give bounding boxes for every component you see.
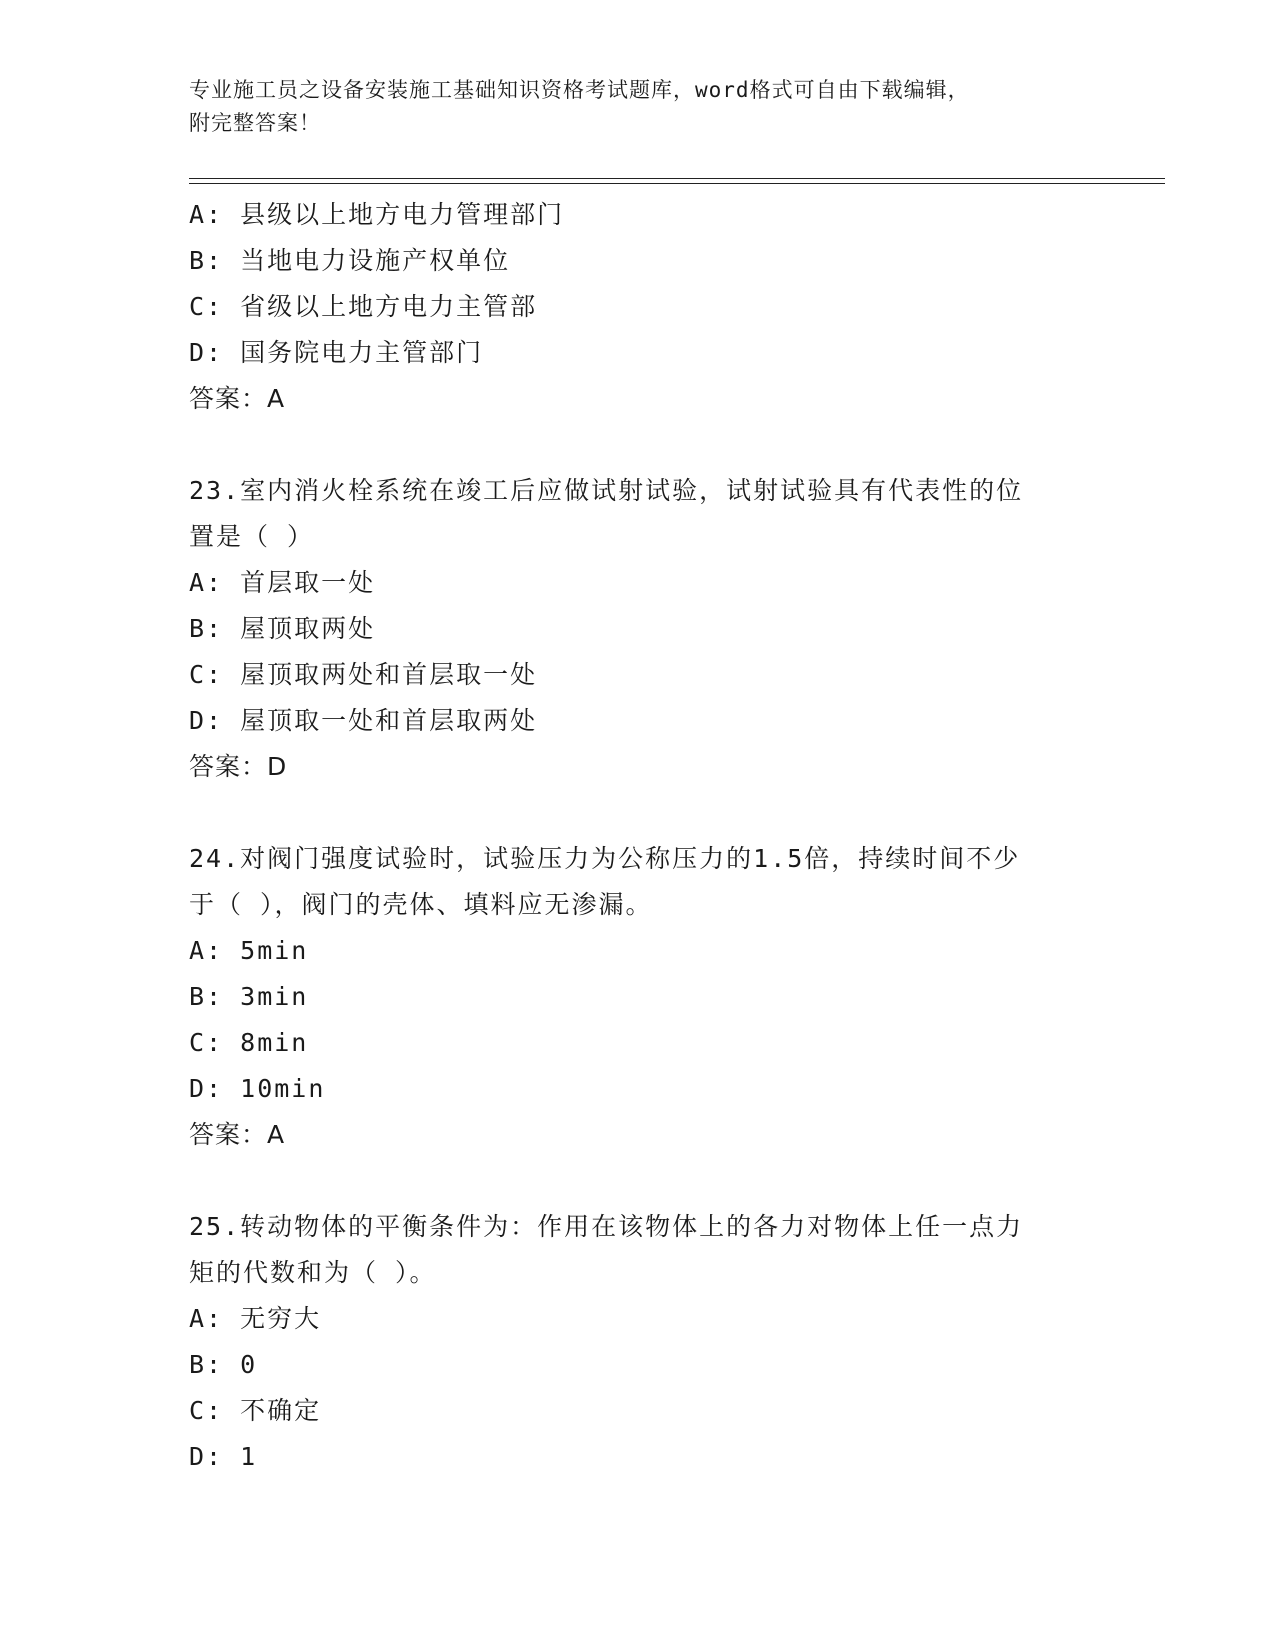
answer-line: 答案：A	[189, 384, 286, 413]
question-stem-line-1: 25.转动物体的平衡条件为：作用在该物体上的各力对物体上任一点力	[189, 1212, 1024, 1241]
question-stem-line-1: 24.对阀门强度试验时，试验压力为公称压力的1.5倍，持续时间不少	[189, 844, 1021, 873]
option-b: B: 当地电力设施产权单位	[189, 246, 511, 275]
option-c: C: 省级以上地方电力主管部	[189, 292, 538, 321]
document-header	[189, 74, 1089, 140]
question-24	[189, 836, 1089, 1158]
header-divider-top	[189, 178, 1165, 179]
option-d: D: 10min	[189, 1074, 326, 1103]
option-a: A: 县级以上地方电力管理部门	[189, 200, 565, 229]
option-b: B: 3min	[189, 982, 309, 1011]
option-b: B: 0	[189, 1350, 258, 1379]
answer-line: 答案：A	[189, 1120, 286, 1149]
spacer	[189, 790, 1089, 836]
option-d: D: 国务院电力主管部门	[189, 338, 484, 367]
question-25	[189, 1204, 1089, 1480]
option-c: C: 不确定	[189, 1396, 322, 1425]
header-divider-bottom	[189, 183, 1165, 184]
question-stem-line-2: 于（ ），阀门的壳体、填料应无渗漏。	[189, 890, 653, 919]
option-a: A: 5min	[189, 936, 309, 965]
option-d: D: 1	[189, 1442, 258, 1471]
option-b: B: 屋顶取两处	[189, 614, 376, 643]
header-line-1: 专业施工员之设备安装施工基础知识资格考试题库，word格式可自由下载编辑，	[189, 78, 970, 102]
question-22-continuation	[189, 192, 1089, 422]
spacer	[189, 1158, 1089, 1204]
question-list	[189, 192, 1089, 1480]
question-stem-line-2: 置是（ ）	[189, 522, 315, 551]
option-a: A: 首层取一处	[189, 568, 376, 597]
question-23	[189, 468, 1089, 790]
option-c: C: 8min	[189, 1028, 309, 1057]
spacer	[189, 422, 1089, 468]
option-c: C: 屋顶取两处和首层取一处	[189, 660, 538, 689]
answer-line: 答案：D	[189, 752, 288, 781]
question-stem-line-1: 23.室内消火栓系统在竣工后应做试射试验，试射试验具有代表性的位	[189, 476, 1024, 505]
option-a: A: 无穷大	[189, 1304, 322, 1333]
header-line-2: 附完整答案！	[189, 111, 321, 135]
question-stem-line-2: 矩的代数和为（ ）。	[189, 1258, 437, 1287]
option-d: D: 屋顶取一处和首层取两处	[189, 706, 538, 735]
